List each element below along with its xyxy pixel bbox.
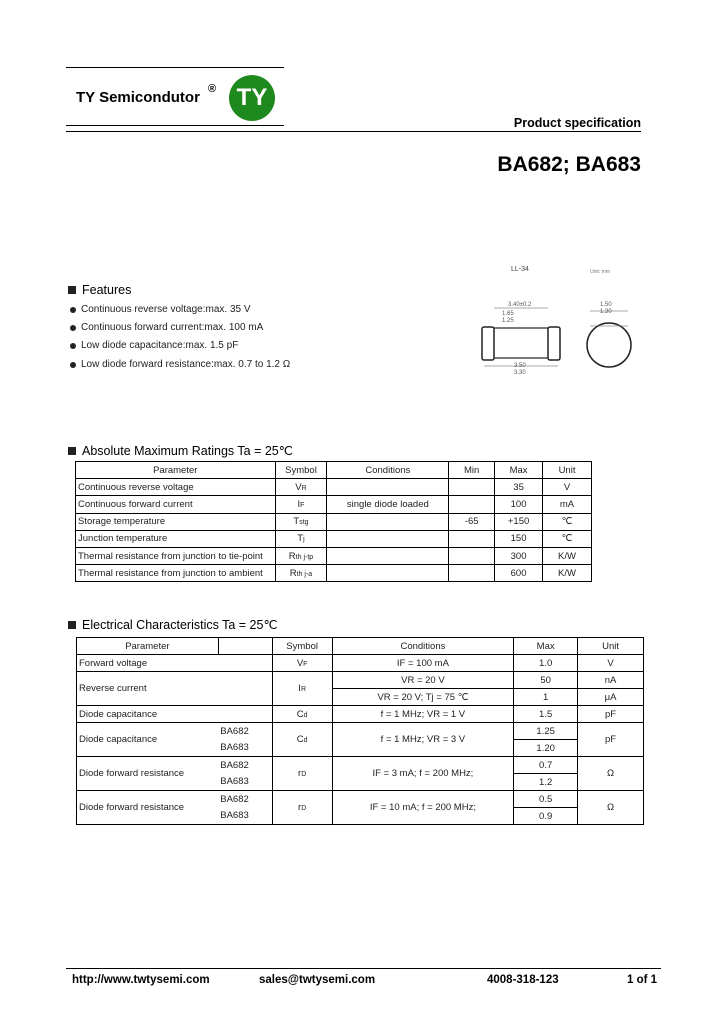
col-unit: Unit (543, 462, 592, 479)
cell-symbol (272, 757, 332, 791)
cell-unit: μA (578, 689, 644, 706)
dim-350: 3.50 (514, 363, 526, 369)
cell-max: 150 (495, 530, 543, 547)
cell-symbol (272, 791, 332, 825)
cell-unit: K/W (543, 547, 592, 564)
col-parameter: Parameter (77, 638, 219, 655)
cell-param: Junction temperature (76, 530, 276, 547)
symbol-main: I (298, 683, 301, 694)
spec-rule (66, 131, 641, 132)
cell-unit: K/W (543, 565, 592, 582)
col-symbol: Symbol (275, 462, 327, 479)
cell-symbol (275, 479, 327, 496)
cell-max: 0.5 (514, 791, 578, 808)
col-max: Max (514, 638, 578, 655)
table-row (76, 530, 592, 547)
dim-length-tol: 3.40±0.2 (508, 302, 532, 308)
col-unit: Unit (578, 638, 644, 655)
cell-part: BA683 (218, 740, 272, 757)
feature-text: Continuous forward current:max. 100 mA (81, 322, 264, 333)
symbol-main: r (298, 802, 302, 813)
symbol-sub: j (303, 536, 305, 544)
bullet-dot-icon (70, 325, 76, 331)
col-min: Min (449, 462, 495, 479)
cell-max: 100 (495, 496, 543, 513)
col-conditions: Conditions (327, 462, 449, 479)
cell-unit: Ω (578, 791, 644, 825)
dim-150: 1.50 (600, 302, 612, 308)
elec-table (76, 637, 644, 825)
cell-max: 300 (495, 547, 543, 564)
cell-part: BA682 (218, 791, 272, 808)
cell-param: Forward voltage (77, 655, 273, 672)
package-unit-note: Unit: mm (590, 269, 610, 275)
symbol-sub: d (303, 737, 308, 744)
cell-max: 1 (514, 689, 578, 706)
symbol-sub: stg (299, 519, 309, 527)
table-header-row (76, 462, 592, 479)
cell-param: Reverse current (77, 672, 273, 706)
cell-param: Thermal resistance from junction to tie-point (76, 547, 276, 564)
cell-part: BA683 (218, 774, 272, 791)
cell-cond (327, 513, 449, 530)
cell-part: BA683 (218, 808, 272, 825)
cell-symbol (272, 655, 332, 672)
cell-min: -65 (449, 513, 495, 530)
features-title (68, 283, 131, 297)
cell-max: 1.20 (514, 740, 578, 757)
cell-cond: VR = 20 V (332, 672, 514, 689)
feature-item (70, 359, 290, 370)
cell-cond: IF = 10 mA; f = 200 MHz; (332, 791, 514, 825)
cell-unit: mA (543, 496, 592, 513)
symbol-sub: R (301, 484, 307, 492)
cell-unit: ℃ (543, 513, 592, 530)
cell-cond (327, 547, 449, 564)
cell-cond: f = 1 MHz; VR = 1 V (332, 706, 514, 723)
table-row (77, 655, 644, 672)
cell-param: Storage temperature (76, 513, 276, 530)
cell-symbol (272, 723, 332, 757)
table-row (77, 672, 644, 689)
footer-page: 1 of 1 (627, 974, 658, 986)
cell-max: 1.5 (514, 706, 578, 723)
cell-max: 1.25 (514, 723, 578, 740)
symbol-main: R (289, 567, 297, 579)
cell-cond: VR = 20 V; Tj = 75 ℃ (332, 689, 514, 706)
cell-symbol (275, 565, 327, 582)
cell-max: 0.7 (514, 757, 578, 774)
cell-param: Diode forward resistance (77, 757, 219, 791)
cell-max: 1.2 (514, 774, 578, 791)
feature-item (70, 322, 263, 333)
symbol-main: C (296, 734, 304, 745)
bullet-dot-icon (70, 343, 76, 349)
footer-website[interactable]: http://www.twtysemi.com (72, 974, 210, 986)
bullet-dot-icon (70, 362, 76, 368)
symbol-main: V (295, 481, 302, 493)
cell-param: Diode capacitance (77, 706, 273, 723)
footer-rule (66, 968, 661, 969)
cell-max: 600 (495, 565, 543, 582)
symbol-sub: F (303, 660, 308, 668)
cell-unit: V (543, 479, 592, 496)
symbol-main: T (297, 533, 304, 545)
symbol-main: R (288, 550, 296, 562)
col-conditions: Conditions (332, 638, 514, 655)
registered-mark: ® (208, 83, 217, 95)
col-symbol: Symbol (272, 638, 332, 655)
symbol-sub: th j-tp (295, 553, 314, 561)
header-bottom-rule (66, 125, 284, 126)
package-name: LL-34 (511, 266, 529, 273)
cell-part: BA682 (218, 723, 272, 740)
cell-min (449, 530, 495, 547)
col-parameter-ext (218, 638, 272, 655)
footer-email[interactable]: sales@twtysemi.com (259, 974, 376, 986)
part-numbers: BA682; BA683 (497, 153, 641, 176)
table-row (77, 723, 644, 740)
table-row (77, 706, 644, 723)
dim-125: 1.25 (502, 318, 514, 324)
table-row (77, 757, 644, 774)
table-row (76, 496, 592, 513)
cell-min (449, 547, 495, 564)
cell-symbol (275, 496, 327, 513)
bullet-square-icon (68, 621, 76, 629)
bullet-square-icon (68, 447, 76, 455)
cell-max: 35 (495, 479, 543, 496)
symbol-main: T (293, 516, 300, 528)
bullet-square-icon (68, 286, 76, 294)
cell-symbol (272, 706, 332, 723)
cell-param: Thermal resistance from junction to ambient (76, 565, 276, 582)
feature-text: Continuous reverse voltage:max. 35 V (81, 304, 251, 315)
dim-130: 1.30 (600, 309, 612, 315)
cell-unit: ℃ (543, 530, 592, 547)
abs-max-title (68, 443, 293, 458)
cell-cond (327, 565, 449, 582)
cell-cond: IF = 100 mA (332, 655, 514, 672)
cell-min (449, 565, 495, 582)
package-drawing (478, 296, 638, 378)
cell-param: Diode forward resistance (77, 791, 219, 825)
elec-title (68, 617, 277, 632)
table-header-row (77, 638, 644, 655)
col-max: Max (495, 462, 543, 479)
cell-cond: single diode loaded (327, 496, 449, 513)
product-spec-title: Product specification (513, 116, 641, 130)
footer-phone: 4008-318-123 (487, 974, 559, 986)
cell-unit: Ω (578, 757, 644, 791)
cell-cond (327, 479, 449, 496)
cell-unit: pF (578, 723, 644, 757)
abs-max-title-text: Absolute Maximum Ratings Ta = 25℃ (82, 444, 293, 458)
cell-symbol (275, 530, 327, 547)
symbol-sub: th j-a (296, 570, 313, 578)
symbol-main: V (296, 657, 304, 669)
cell-symbol (275, 547, 327, 564)
table-row (76, 547, 592, 564)
cell-unit: nA (578, 672, 644, 689)
cell-symbol (275, 513, 327, 530)
cell-param: Continuous reverse voltage (76, 479, 276, 496)
feature-item (70, 304, 251, 315)
cell-cond (327, 530, 449, 547)
feature-item (70, 340, 238, 351)
features-title-text: Features (82, 283, 132, 297)
cell-unit: pF (578, 706, 644, 723)
cell-max: 50 (514, 672, 578, 689)
table-row (76, 479, 592, 496)
col-parameter: Parameter (76, 462, 276, 479)
cell-cond: IF = 3 mA; f = 200 MHz; (332, 757, 514, 791)
cell-max: 1.0 (514, 655, 578, 672)
symbol-main: I (297, 498, 301, 510)
symbol-sub: D (301, 805, 307, 812)
company-name: TY Semicondutor (76, 89, 200, 106)
symbol-sub: R (300, 686, 306, 693)
symbol-sub: D (301, 771, 307, 778)
symbol-sub: F (300, 501, 305, 509)
feature-text: Low diode forward resistance:max. 0.7 to 1.2 Ω (81, 359, 291, 370)
cell-cond: f = 1 MHz; VR = 3 V (332, 723, 514, 757)
cell-max: +150 (495, 513, 543, 530)
table-row (76, 565, 592, 582)
symbol-sub: d (303, 711, 308, 719)
elec-title-text: Electrical Characteristics Ta = 25℃ (82, 618, 278, 632)
table-row (76, 513, 592, 530)
dim-165: 1.65 (502, 311, 514, 317)
cell-min (449, 496, 495, 513)
cell-max: 0.9 (514, 808, 578, 825)
symbol-main: C (296, 708, 304, 720)
cell-param: Diode capacitance (77, 723, 219, 757)
feature-text: Low diode capacitance:max. 1.5 pF (81, 340, 239, 351)
cell-symbol (272, 672, 332, 706)
table-row (77, 791, 644, 808)
header-top-rule (66, 67, 284, 68)
cell-min (449, 479, 495, 496)
dim-330: 3.30 (514, 370, 526, 376)
bullet-dot-icon (70, 307, 76, 313)
cell-part: BA682 (218, 757, 272, 774)
ty-logo: TY (229, 75, 275, 121)
cell-unit: V (578, 655, 644, 672)
abs-max-table (75, 461, 592, 582)
cell-param: Continuous forward current (76, 496, 276, 513)
symbol-main: r (298, 768, 302, 779)
